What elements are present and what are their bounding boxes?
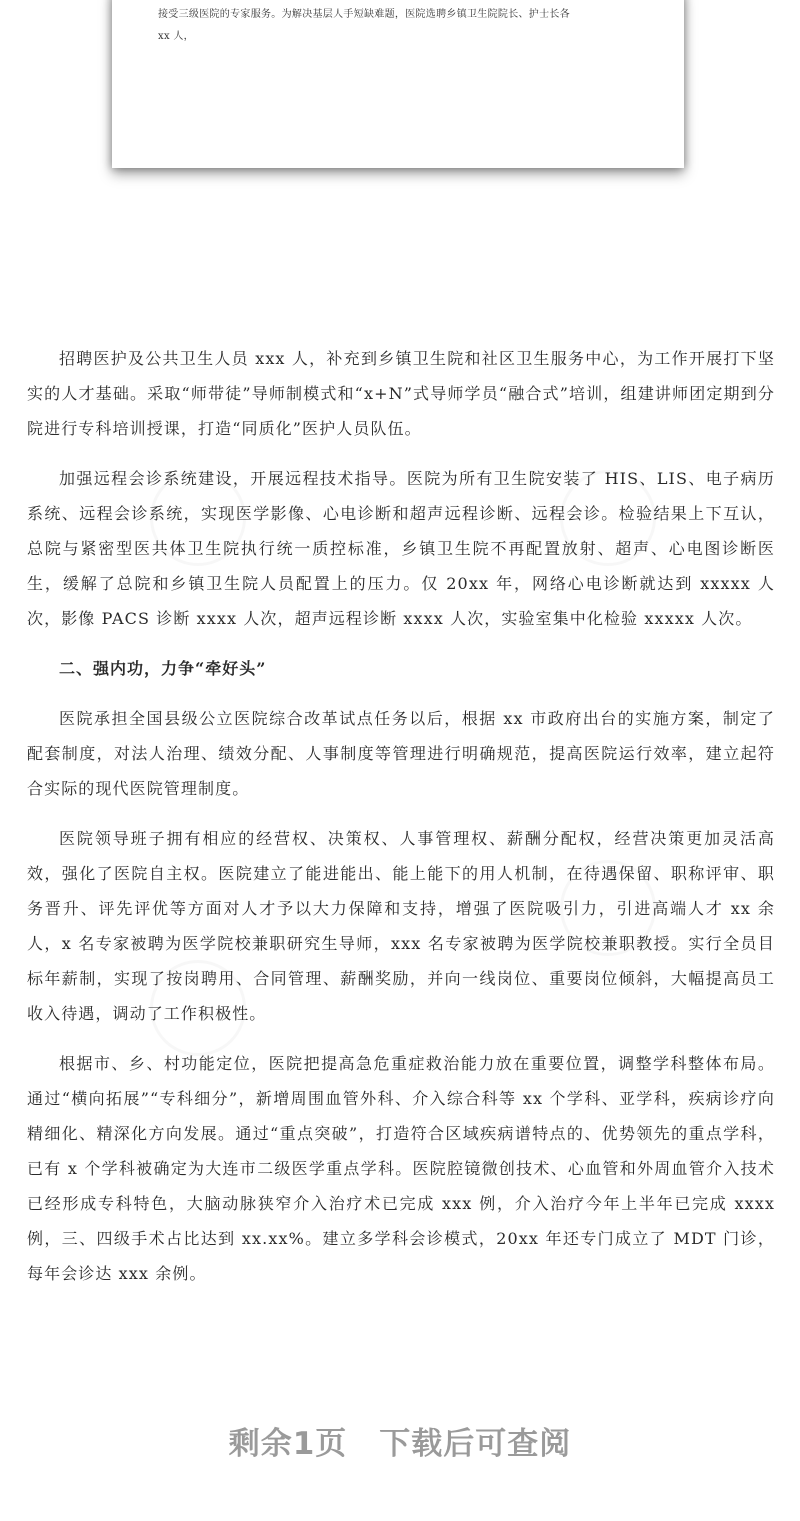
download-prompt[interactable] bbox=[0, 1418, 800, 1463]
preview-line: 接受三级医院的专家服务。为解决基层人手短缺难题，医院选聘乡镇卫生院院长、护士长各 bbox=[158, 9, 570, 20]
download-to-view-label: 下载后可查阅 bbox=[379, 1426, 572, 1462]
paragraph: 招聘医护及公共卫生人员 xxx 人，补充到乡镇卫生院和社区卫生服务中心，为工作开展打下坚实的人才基础。采取“师带徒”导师制模式和“x+N”式导师学员“融合式”培训，组建讲师团定期到分院进行专科培训授课，打造“同质化”医护人员队伍。 bbox=[27, 349, 775, 438]
paragraph: 加强远程会诊系统建设，开展远程技术指导。医院为所有卫生院安装了 HIS、LIS、电子病历系统、远程会诊系统，实现医学影像、心电诊断和超声远程诊断、远程会诊。检验结果上下互认，总院与紧密型医共体卫生院执行统一质控标准，乡镇卫生院不再配置放射、超声、心电图诊断医生，缓解了总院和乡镇卫生院人员配置上的压力。仅 20xx 年，网络心电诊断就达到 xxxxx 人次，影像 PACS 诊断 xxxx 人次，超声远程诊断 xxxx 人次，实验室集中化检验 xxxxx 人次。 bbox=[27, 469, 775, 628]
paragraph: 医院承担全国县级公立医院综合改革试点任务以后，根据 xx 市政府出台的实施方案，制定了配套制度，对法人治理、绩效分配、人事制度等管理进行明确规范，提高医院运行效率，建立起符合实际的现代医院管理制度。 bbox=[27, 709, 775, 798]
paragraph: 医院领导班子拥有相应的经营权、决策权、人事管理权、薪酬分配权，经营决策更加灵活高效，强化了医院自主权。医院建立了能进能出、能上能下的用人机制，在待遇保留、职称评审、职务晋升、评先评优等方面对人才予以大力保障和支持，增强了医院吸引力，引进高端人才 xx 余人，x 名专家被聘为医学院校兼职研究生导师，xxx 名专家被聘为医学院校兼职教授。实行全员目标年薪制，实现了按岗聘用、合同管理、薪酬奖励，并向一线岗位、重要岗位倾斜，大幅提高员工收入待遇，调动了工作积极性。 bbox=[27, 829, 775, 1023]
remaining-pages-label: 剩余1页 bbox=[228, 1426, 348, 1462]
page-preview-card bbox=[112, 0, 684, 168]
section-heading: 二、强内功，力争“牵好头” bbox=[59, 659, 267, 678]
preview-text bbox=[158, 4, 638, 48]
preview-line: xx 人， bbox=[158, 31, 194, 42]
document-body bbox=[27, 341, 775, 1306]
paragraph: 根据市、乡、村功能定位，医院把提高急危重症救治能力放在重要位置，调整学科整体布局。通过“横向拓展”“专科细分”，新增周围血管外科、介入综合科等 xx 个学科、亚学科，疾病诊疗向精细化、精深化方向发展。通过“重点突破”，打造符合区域疾病谱特点的、优势领先的重点学科，已有 x 个学科被确定为大连市二级医学重点学科。医院腔镜微创技术、心血管和外周血管介入技术已经形成专科特色，大脑动脉狭窄介入治疗术已完成 xxx 例，介入治疗今年上半年已完成 xxxx 例，三、四级手术占比达到 xx.xx%。建立多学科会诊模式，20xx 年还专门成立了 MDT 门诊，每年会诊达 xxx 余例。 bbox=[27, 1054, 775, 1283]
